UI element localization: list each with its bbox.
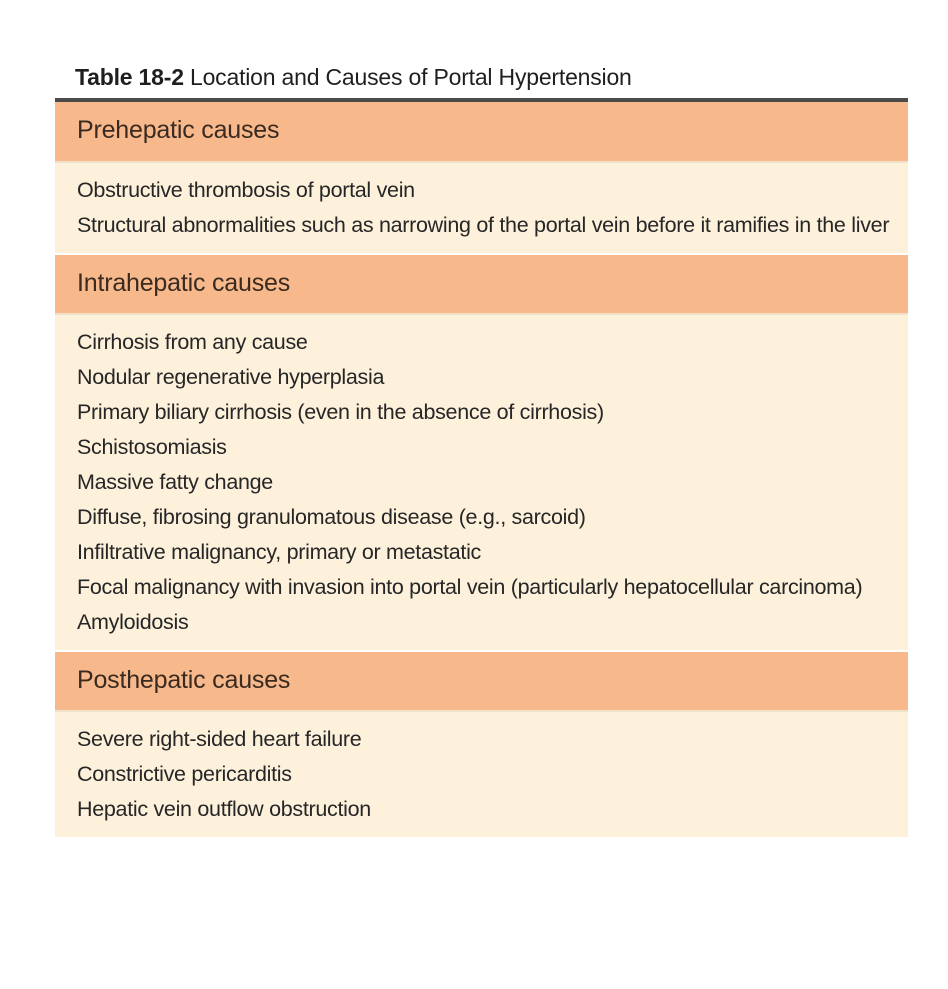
section-body-posthepatic: [55, 710, 908, 837]
section-header-prehepatic: Prehepatic causes: [55, 102, 908, 161]
list-item: Infiltrative malignancy, primary or metastatic: [77, 540, 481, 564]
list-item: Nodular regenerative hyperplasia: [77, 365, 385, 389]
section-body-prehepatic: [55, 161, 908, 253]
list-item: Schistosomiasis: [77, 435, 227, 459]
table-number: Table 18-2: [75, 64, 184, 90]
list-item: Obstructive thrombosis of portal vein: [77, 178, 415, 202]
list-item: Structural abnormalities such as narrowing of the portal vein before it ramifies in the liver: [77, 213, 890, 237]
table-title: [55, 62, 908, 98]
table-title-text: Location and Causes of Portal Hypertension: [190, 64, 632, 90]
section-header-intrahepatic: Intrahepatic causes: [55, 255, 908, 313]
list-item: Focal malignancy with invasion into portal vein (particularly hepatocellular carcinoma): [77, 575, 863, 599]
list-item: Diffuse, fibrosing granulomatous disease (e.g., sarcoid): [77, 505, 586, 529]
portal-hypertension-table: [55, 62, 908, 837]
list-item: Hepatic vein outflow obstruction: [77, 797, 371, 821]
list-item: Cirrhosis from any cause: [77, 330, 308, 354]
list-item: Massive fatty change: [77, 470, 273, 494]
list-item: Amyloidosis: [77, 610, 189, 634]
list-item: Constrictive pericarditis: [77, 762, 292, 786]
list-item: Primary biliary cirrhosis (even in the absence of cirrhosis): [77, 400, 604, 424]
section-header-posthepatic: Posthepatic causes: [55, 652, 908, 710]
list-item: Severe right-sided heart failure: [77, 727, 362, 751]
section-body-intrahepatic: [55, 313, 908, 650]
